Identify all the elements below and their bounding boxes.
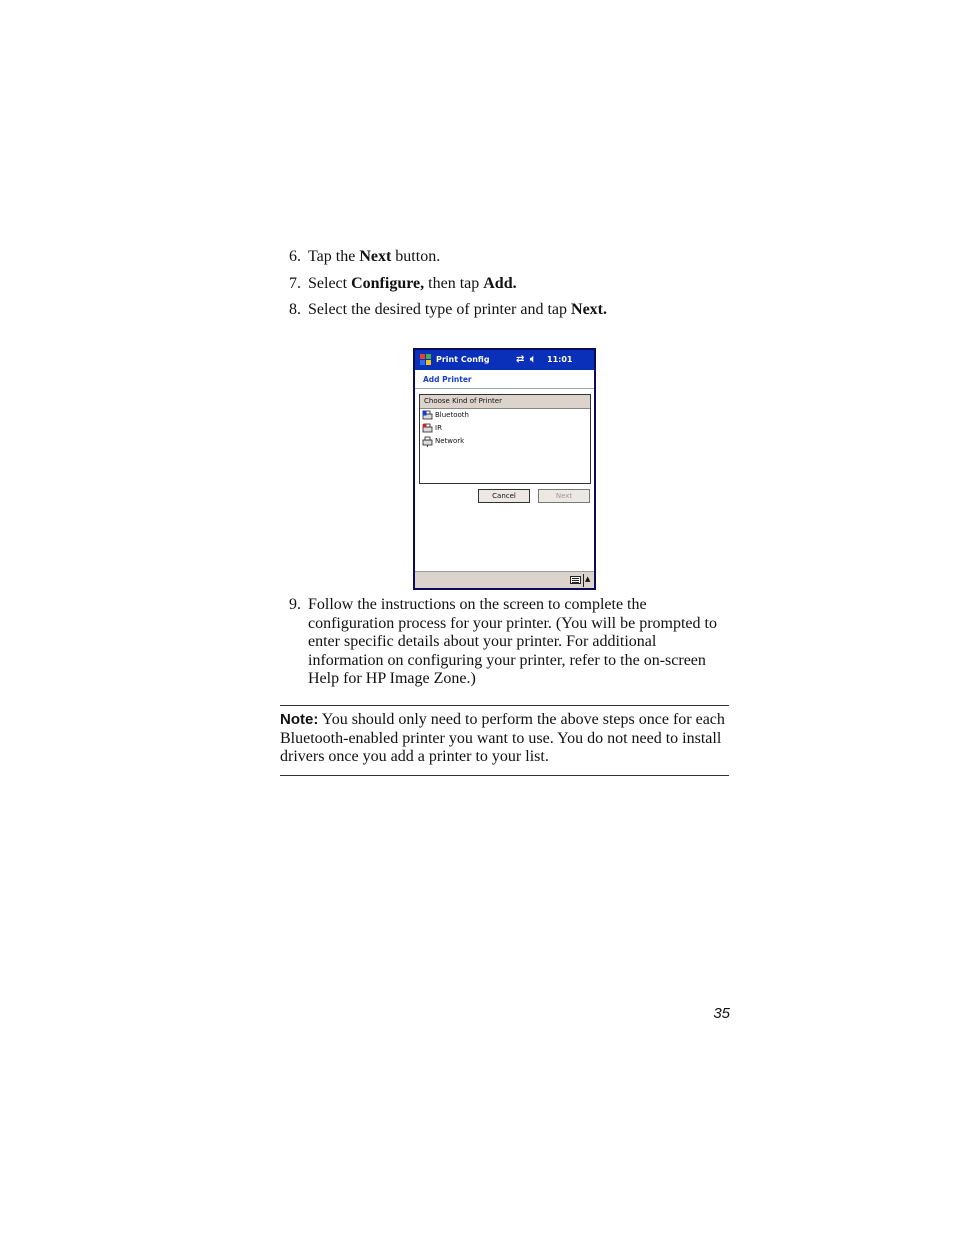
step-text: Tap the Next button. bbox=[308, 248, 441, 265]
chevron-up-icon[interactable]: ▲ bbox=[585, 575, 591, 583]
note-label: Note: bbox=[280, 711, 319, 728]
device-heading: Add Printer bbox=[423, 375, 472, 384]
volume-icon[interactable]: 🔈︎ bbox=[530, 354, 536, 365]
note-text: You should only need to perform the above steps once for each Bluetooth-enabled printer you want to use. You do not need to install drivers once you add a printer to your list. bbox=[280, 711, 725, 765]
connectivity-icon[interactable]: ⇄ bbox=[516, 354, 525, 365]
note-block bbox=[280, 711, 732, 767]
note-top-rule bbox=[280, 705, 729, 706]
windows-start-icon[interactable] bbox=[418, 352, 433, 367]
step-number: 6. bbox=[289, 248, 301, 265]
device-title-bar bbox=[415, 350, 594, 370]
keyboard-icon[interactable] bbox=[570, 576, 581, 584]
device-title: Print Config bbox=[436, 355, 490, 364]
bluetooth-printer-icon bbox=[422, 410, 433, 421]
step-number: 9. bbox=[289, 596, 301, 613]
ir-printer-icon bbox=[422, 423, 433, 434]
device-clock[interactable]: 11:01 bbox=[547, 355, 573, 364]
list-item-network[interactable]: Network bbox=[420, 435, 590, 448]
command-bar bbox=[415, 571, 594, 589]
list-item-ir[interactable]: IR bbox=[420, 422, 590, 435]
divider bbox=[583, 574, 584, 587]
step-number: 8. bbox=[289, 301, 301, 318]
note-bottom-rule bbox=[280, 775, 729, 776]
step-text: Follow the instructions on the screen to complete the configuration process for your printer. (You will be prompted to enter specific details about your printer. For additional information on configuring your printer, refer to the on-screen Help for HP Image Zone.) bbox=[308, 596, 717, 687]
list-header: Choose Kind of Printer bbox=[420, 395, 590, 409]
network-printer-icon bbox=[422, 436, 433, 447]
device-screenshot bbox=[413, 348, 596, 590]
heading-divider bbox=[415, 388, 594, 389]
list-item-bluetooth[interactable]: Bluetooth bbox=[420, 409, 590, 422]
step-text: Select the desired type of printer and tap Next. bbox=[308, 301, 607, 318]
page-number: 35 bbox=[713, 1005, 730, 1022]
printer-type-list[interactable] bbox=[419, 394, 591, 484]
next-button[interactable]: Next bbox=[538, 489, 590, 503]
cancel-button[interactable]: Cancel bbox=[478, 489, 530, 503]
step-number: 7. bbox=[289, 275, 301, 292]
step-text: Select Configure, then tap Add. bbox=[308, 275, 517, 292]
